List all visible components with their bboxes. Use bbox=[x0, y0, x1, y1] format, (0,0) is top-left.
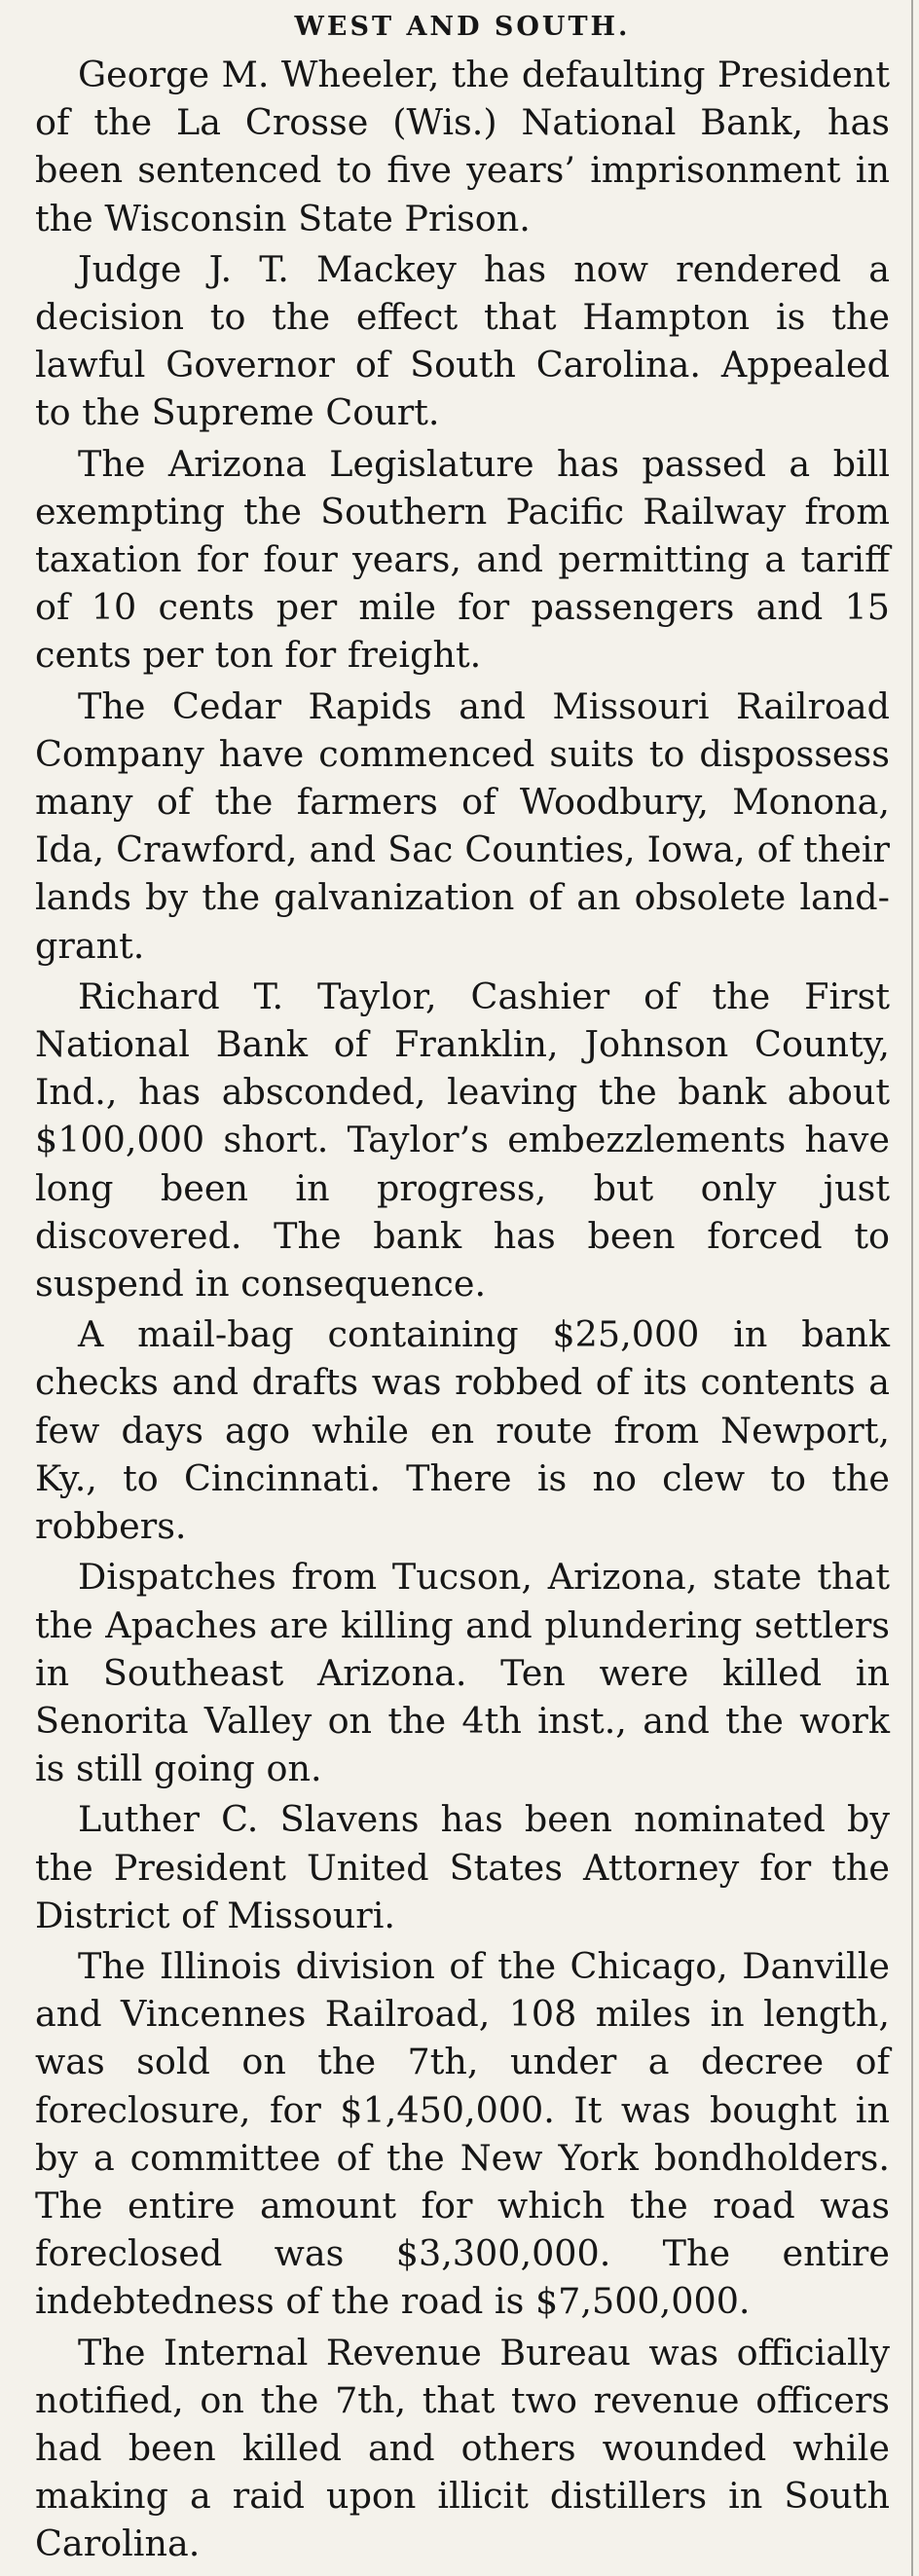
section-headline: WEST AND SOUTH. bbox=[294, 12, 631, 42]
news-item-slavens: Luther C. Slavens has been nominated by the President United States Attorney for the District of Missouri. bbox=[35, 1798, 890, 1936]
news-item-taylor: Richard T. Taylor, Cashier of the First National Bank of Franklin, Johnson County, Ind., has absconded, leaving the bank about $100,000 short. Taylor’s embezzlements have long been in progress, but only just discovered. The bank has been forced to suspend in consequence. bbox=[35, 975, 890, 1306]
news-item-mail-bag: A mail-bag containing $25,000 in bank checks and drafts was robbed of its contents a few days ago while en route from Newport, Ky., to Cincinnati. There is no clew to the robbers. bbox=[35, 1313, 890, 1548]
column-rule bbox=[911, 0, 913, 2576]
news-item-wheeler: George M. Wheeler, the defaulting President of the La Crosse (Wis.) National Bank, has been sentenced to five years’ imprisonment in the Wisconsin State Prison. bbox=[35, 54, 890, 239]
news-item-cedar-rapids: The Cedar Rapids and Missouri Railroad Company have commenced suits to dispossess many of the farmers of Woodbury, Monona, Ida, Crawford, and Sac Counties, Iowa, of their lands by the galvanization of an obsolete land-grant. bbox=[35, 684, 890, 967]
news-item-mackey: Judge J. T. Mackey has now rendered a decision to the effect that Hampton is the lawful Governor of South Carolina. Appealed to the Supreme Court. bbox=[35, 247, 890, 434]
news-item-tucson: Dispatches from Tucson, Arizona, state that the Apaches are killing and plundering settlers in Southeast Arizona. Ten were killed in Senorita Valley on the 4th inst., and the work is still going on. bbox=[35, 1556, 890, 1790]
news-item-revenue-bureau: The Internal Revenue Bureau was officially notified, on the 7th, that two revenue officers had been killed and others wounded while making a raid upon illicit distillers in South Carolina. bbox=[35, 2331, 890, 2565]
news-item-arizona-legislature: The Arizona Legislature has passed a bill exempting the Southern Pacific Railway from taxation for four years, and permitting a tariff of 10 cents per mile for passengers and 15 cents per ton for freight. bbox=[35, 442, 890, 677]
news-item-illinois-railroad: The Illinois division of the Chicago, Danville and Vincennes Railroad, 108 miles in length, was sold on the 7th, under a decree of foreclosure, for $1,450,000. It was bought in by a committee of the New York bondholders. The entire amount for which the road was foreclosed was $3,300,000. The entire indebtedness of the road is $7,500,000. bbox=[35, 1944, 890, 2323]
